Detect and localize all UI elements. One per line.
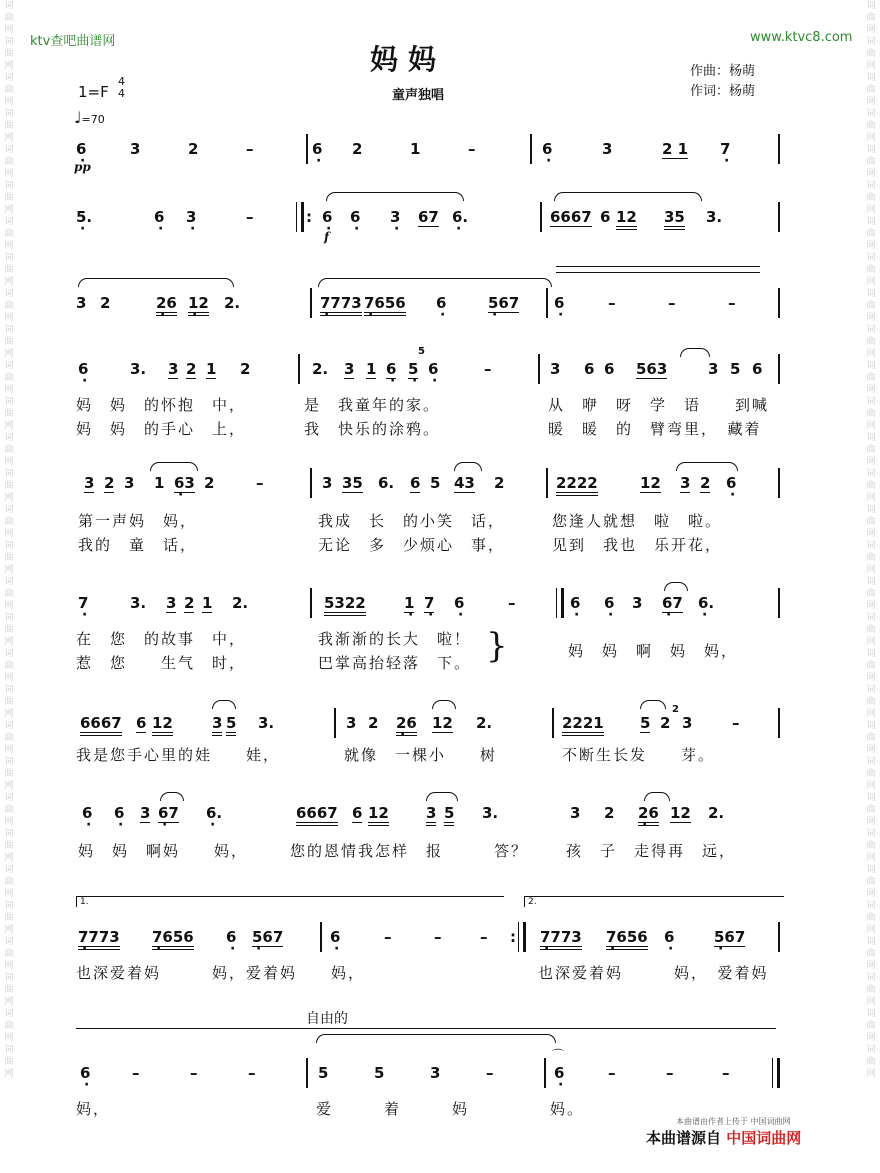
barline xyxy=(298,354,300,384)
note: 6 xyxy=(352,804,363,822)
barline xyxy=(778,922,780,952)
note: 3 · xyxy=(390,208,400,226)
note: 6 · xyxy=(542,140,552,158)
note-group: 7773 · xyxy=(78,928,120,950)
side-watermark-left: 词曲网词曲网词曲网词曲网词曲网词曲网词曲网词曲网词曲网词曲网词曲网词曲网词曲网词曲网词曲网词曲网词曲网词曲网词曲网词曲网词曲网词曲网词曲网词曲网词曲网词曲网词曲网词曲网词曲网词曲网 xyxy=(4,1,14,1079)
note-group: 26 · xyxy=(396,714,417,736)
note: 3 xyxy=(682,714,693,732)
score-line-9 xyxy=(0,928,880,952)
note: 6 · xyxy=(726,474,736,492)
note-group: 7773 · xyxy=(540,928,582,950)
lyric-phrase: 巴掌高抬轻落 下。 xyxy=(318,654,472,672)
note: 2 xyxy=(352,140,363,158)
lyric-phrase: 我是您手心里的娃 娃， xyxy=(76,746,281,764)
lyrics-verse-2 xyxy=(0,534,880,556)
note: 3. xyxy=(258,714,275,732)
barline xyxy=(778,588,780,618)
note-group: 67 · xyxy=(662,594,683,613)
note: 2 xyxy=(604,804,615,822)
note: 5 xyxy=(730,360,741,378)
note: 3 xyxy=(76,294,87,312)
barline xyxy=(778,708,780,738)
note: 1 xyxy=(366,360,377,378)
lyric-phrase: 也深爱着妈 妈，爱着妈 妈， xyxy=(76,964,366,982)
note: 2 xyxy=(188,140,199,158)
note: 7 · xyxy=(720,140,730,158)
barline xyxy=(538,354,540,384)
slur xyxy=(426,792,458,801)
note: 6. xyxy=(378,474,395,492)
lyric-phrase: 我成 长 的小笑 话， xyxy=(318,512,506,530)
slur xyxy=(316,1034,556,1043)
slur xyxy=(664,582,688,591)
barline xyxy=(540,202,542,232)
note: 5 xyxy=(374,1064,385,1082)
score-line-3 xyxy=(0,294,880,318)
lyrics-line-9 xyxy=(0,962,880,984)
note: 3 · xyxy=(186,208,196,226)
dash: – xyxy=(508,594,516,612)
dash: – xyxy=(384,928,392,946)
barline xyxy=(334,708,336,738)
note: 6 · xyxy=(570,594,580,612)
dynamic-f: f xyxy=(324,230,330,244)
note-group: 35 xyxy=(342,474,363,492)
lyric-phrase: 暖 暖 的 臂弯里， 藏着 xyxy=(548,420,762,438)
side-watermark-right: 词曲网词曲网词曲网词曲网词曲网词曲网词曲网词曲网词曲网词曲网词曲网词曲网词曲网词曲网词曲网词曲网词曲网词曲网词曲网词曲网词曲网词曲网词曲网词曲网词曲网词曲网词曲网词曲网词曲网词曲网 xyxy=(866,1,876,1079)
note-group: 567 · xyxy=(714,928,745,947)
source-strip: 本曲谱由作者上传于 中国词曲网 xyxy=(676,1117,791,1126)
note: 3. xyxy=(130,594,147,612)
barline xyxy=(552,708,554,738)
lyrics-refrain xyxy=(0,640,880,662)
volta-label: 2. xyxy=(528,897,537,907)
note-group: 12 xyxy=(640,474,661,492)
tempo-value: =70 xyxy=(81,113,105,126)
note: 6 · xyxy=(664,928,674,946)
score-line-10 xyxy=(0,1064,880,1088)
score-line-4 xyxy=(0,360,880,384)
source-label: 本曲谱源自 xyxy=(646,1129,722,1147)
note-group: 12 · xyxy=(188,294,209,316)
slur xyxy=(640,700,666,709)
dynamic-pp: pp xyxy=(74,160,91,174)
song-title: 妈妈 xyxy=(370,43,447,76)
barline xyxy=(778,354,780,384)
key-signature: 1=F xyxy=(78,83,109,101)
tempo-mark xyxy=(74,108,105,127)
score-line-7 xyxy=(0,714,880,738)
barline xyxy=(546,288,548,318)
tie xyxy=(680,348,710,357)
note-group: 12 xyxy=(152,714,173,736)
note: 2 xyxy=(660,714,671,732)
barline xyxy=(310,588,312,618)
note: 6 xyxy=(584,360,595,378)
barline xyxy=(546,468,548,498)
barline xyxy=(306,1058,308,1088)
note-group: 7656 · xyxy=(152,928,194,950)
note: 3 xyxy=(680,474,691,492)
note: 5 xyxy=(430,474,441,492)
note: 2 xyxy=(186,360,197,378)
dash: – xyxy=(722,1064,730,1082)
dash: – xyxy=(248,1064,256,1082)
note: 2 xyxy=(368,714,379,732)
note: 6 · xyxy=(114,804,124,822)
note: 6 xyxy=(600,208,611,226)
lyric-phrase: 我的 童 话， xyxy=(78,536,198,554)
barline xyxy=(778,202,780,232)
note-group: 63 · xyxy=(174,474,195,493)
staff-separator xyxy=(76,1028,776,1029)
note: 2 xyxy=(100,294,111,312)
note-group: 6667 xyxy=(80,714,122,736)
note: 1 xyxy=(202,594,213,612)
lyrics-verse-2 xyxy=(0,418,880,440)
note: 5 xyxy=(444,804,454,826)
note: 6 xyxy=(136,714,147,732)
note-group: 26 · xyxy=(638,804,659,826)
tempo-direction: 自由的 xyxy=(306,1011,348,1027)
slur xyxy=(554,192,702,201)
lyric-phrase: 孩 子 走得再 远， xyxy=(566,842,737,860)
composer-credit: 作曲：杨萌 xyxy=(690,64,756,79)
dash: – xyxy=(132,1064,140,1082)
note: 6 xyxy=(410,474,421,492)
repeat-dots: : xyxy=(510,928,516,946)
score-line-1 xyxy=(0,140,880,164)
note: 1 · xyxy=(404,594,414,613)
note: 3 xyxy=(166,594,177,612)
note-group: 43 xyxy=(454,474,475,492)
note-group: 7656 · xyxy=(364,294,406,316)
note: 2 xyxy=(240,360,251,378)
note: 6 · xyxy=(78,360,88,378)
note: 3 xyxy=(168,360,179,378)
note: 6 · xyxy=(350,208,360,226)
note: 3. xyxy=(482,804,499,822)
note-group: 2 1 xyxy=(662,140,689,158)
lyric-phrase: 是 我童年的家。 xyxy=(304,396,441,414)
note: 6. · xyxy=(452,208,468,226)
lyric-phrase: 我 快乐的涂鸦。 xyxy=(304,420,441,438)
note: 2 xyxy=(494,474,505,492)
lyrics-line-8 xyxy=(0,840,880,862)
lyric-phrase: 见到 我也 乐开花， xyxy=(552,536,723,554)
note-group: 26 · xyxy=(156,294,177,316)
quarter-note-icon: ♩ xyxy=(74,108,82,127)
note-group: 12 xyxy=(432,714,453,732)
note-group: 5322 xyxy=(324,594,366,616)
lyric-phrase: 妈 妈 的手心 上， xyxy=(76,420,247,438)
dash: – xyxy=(608,1064,616,1082)
note-group: 567 · xyxy=(488,294,519,313)
verse-brace: } xyxy=(486,626,508,666)
lyric-phrase: 爱 着 妈 xyxy=(316,1100,470,1118)
note-group: 6667 xyxy=(296,804,338,826)
note: 6 · xyxy=(154,208,164,226)
note: 3 xyxy=(84,474,95,492)
note: 5. · xyxy=(76,208,92,226)
note: 3 xyxy=(632,594,643,612)
note: 1 xyxy=(154,474,165,492)
note-group: 2222 xyxy=(556,474,598,496)
note: 3 xyxy=(550,360,561,378)
grace-note: 2 xyxy=(672,704,679,715)
note: 7 · xyxy=(424,594,434,613)
note: 6 · xyxy=(76,140,86,158)
note: 5 · xyxy=(408,360,418,379)
note: 3 xyxy=(708,360,719,378)
repeat-start-barline xyxy=(556,588,564,618)
lyrics-line-7 xyxy=(0,744,880,766)
fermata-icon: ⌒ xyxy=(552,1048,565,1062)
volta-label: 1. xyxy=(80,897,89,907)
time-signature xyxy=(118,76,125,100)
lyricist-credit: 作词：杨萌 xyxy=(690,84,756,99)
note: 6 · xyxy=(80,1064,90,1082)
note-group: 7773 · xyxy=(320,294,362,316)
note: 2 xyxy=(184,594,195,612)
note-group: 6667 xyxy=(550,208,592,226)
note: 3 xyxy=(212,714,222,736)
note: 5 xyxy=(226,714,236,736)
barline xyxy=(544,1058,546,1088)
dash: – xyxy=(246,140,254,158)
slur xyxy=(160,792,184,801)
lyric-phrase: 您逢人就想 啦 啦。 xyxy=(552,512,723,530)
volta-second-ending xyxy=(524,896,784,907)
note: 2. xyxy=(312,360,329,378)
barline xyxy=(778,468,780,498)
note: 3 xyxy=(344,360,355,378)
note: 1 xyxy=(410,140,421,158)
note: 7 · xyxy=(78,594,88,612)
dash: – xyxy=(668,294,676,312)
note-group: 2221 xyxy=(562,714,604,736)
slur xyxy=(78,278,234,287)
note: 3 xyxy=(570,804,581,822)
slur xyxy=(326,192,464,201)
score-line-8 xyxy=(0,804,880,828)
note: 6 · xyxy=(82,804,92,822)
dash: – xyxy=(434,928,442,946)
score-line-5 xyxy=(0,474,880,498)
lyric-phrase: 在 您 的故事 中， xyxy=(76,630,247,648)
decrescendo-line xyxy=(556,272,760,273)
lyric-phrase: 您的恩情我怎样 报 答？ xyxy=(290,842,529,860)
note: 6 · xyxy=(604,594,614,612)
repeat-end-barline xyxy=(518,922,526,952)
note-group: 7656 · xyxy=(606,928,648,950)
lyric-phrase: 从 咿 呀 学 语 到喊 xyxy=(548,396,770,414)
source-footer xyxy=(646,1127,801,1148)
note: 3 xyxy=(140,804,151,822)
volta-first-ending xyxy=(76,896,504,907)
score-line-2 xyxy=(0,208,880,232)
slur xyxy=(212,700,236,709)
note: 2. xyxy=(708,804,725,822)
repeat-start-barline xyxy=(296,202,304,232)
lyric-phrase: 无论 多 少烦心 事， xyxy=(318,536,506,554)
dash: – xyxy=(728,294,736,312)
note: 6 · xyxy=(436,294,446,312)
decrescendo-line xyxy=(556,266,760,267)
note-group: 563 xyxy=(636,360,668,378)
dash: – xyxy=(666,1064,674,1082)
barline xyxy=(310,468,312,498)
dash: – xyxy=(732,714,740,732)
note: 6. · xyxy=(206,804,222,822)
note: 3. xyxy=(706,208,723,226)
note: 6 · xyxy=(428,360,438,378)
note: 3. xyxy=(130,360,147,378)
note: 6 · xyxy=(322,208,332,226)
slur xyxy=(150,462,198,471)
barline xyxy=(310,288,312,318)
barline xyxy=(306,134,308,164)
note: 2. xyxy=(224,294,241,312)
lyric-phrase: 第一声妈 妈， xyxy=(78,512,198,530)
dash: – xyxy=(190,1064,198,1082)
watermark-right: www.ktvc8.com xyxy=(750,30,853,45)
slur xyxy=(432,700,456,709)
note: 6 · xyxy=(226,928,236,946)
note: 1 xyxy=(206,360,217,378)
note: 6 · xyxy=(312,140,322,158)
lyric-phrase: 妈 妈 啊妈 妈， xyxy=(78,842,249,860)
note: 3 xyxy=(346,714,357,732)
note: 3 xyxy=(426,804,436,826)
dash: – xyxy=(256,474,264,492)
dash: – xyxy=(486,1064,494,1082)
repeat-dots: : xyxy=(306,208,312,226)
note: 6. · xyxy=(698,594,714,612)
lyric-phrase: 妈 妈 啊 妈 妈， xyxy=(568,642,739,660)
note: 3 xyxy=(430,1064,441,1082)
meter-bottom: 4 xyxy=(118,87,125,100)
note: 2. xyxy=(232,594,249,612)
slur xyxy=(318,278,552,287)
note: 2 xyxy=(700,474,711,492)
note: 5 xyxy=(640,714,651,732)
note-group: 567 · xyxy=(252,928,283,947)
barline xyxy=(530,134,532,164)
note: 2 xyxy=(204,474,215,492)
lyric-phrase: 妈， xyxy=(76,1100,111,1118)
note: 2 xyxy=(104,474,115,492)
lyric-phrase: 也深爱着妈 妈， 爱着妈 xyxy=(538,964,769,982)
dash: – xyxy=(480,928,488,946)
lyrics-verse-1 xyxy=(0,510,880,532)
lyric-phrase: 妈 妈 的怀抱 中， xyxy=(76,396,247,414)
note: 2. xyxy=(476,714,493,732)
song-subtitle: 童声独唱 xyxy=(392,88,445,103)
note-group: 12 xyxy=(670,804,691,822)
note: 5 xyxy=(318,1064,329,1082)
lyric-phrase: 惹 您 生气 时， xyxy=(76,654,247,672)
barline xyxy=(778,288,780,318)
note: 6 · xyxy=(330,928,340,946)
dash: – xyxy=(484,360,492,378)
slur xyxy=(644,792,670,801)
meter-top: 4 xyxy=(118,75,125,88)
grace-note: 5 xyxy=(418,346,425,357)
lyric-phrase: 就像 一棵小 树 xyxy=(344,746,498,764)
slur xyxy=(454,462,482,471)
dash: – xyxy=(608,294,616,312)
lyric-phrase: 妈。 xyxy=(550,1100,585,1118)
note: 6 xyxy=(752,360,763,378)
note: 6 · xyxy=(554,1064,564,1082)
watermark-left: ktv查吧曲谱网 xyxy=(30,34,116,49)
note-group: 12 xyxy=(616,208,637,230)
note: 6 · xyxy=(454,594,464,612)
slur xyxy=(676,462,738,471)
note: 6 · xyxy=(554,294,564,312)
barline xyxy=(320,922,322,952)
note-group: 67 · xyxy=(158,804,179,823)
dash: – xyxy=(246,208,254,226)
lyric-phrase: 我渐渐的长大 啦！ xyxy=(318,630,472,648)
barline xyxy=(778,134,780,164)
note: 6 xyxy=(604,360,615,378)
score-line-6 xyxy=(0,594,880,618)
note-group: 67 xyxy=(418,208,439,226)
note: 3 xyxy=(124,474,135,492)
note: 3 xyxy=(322,474,333,492)
note-group: 12 xyxy=(368,804,389,826)
source-site-link[interactable]: 中国词曲网 xyxy=(726,1129,802,1147)
lyric-phrase: 不断生长发 芽。 xyxy=(562,746,716,764)
final-barline xyxy=(772,1058,780,1088)
note: 3 xyxy=(602,140,613,158)
note: 6 · xyxy=(386,360,396,379)
dash: – xyxy=(468,140,476,158)
note: 3 xyxy=(130,140,141,158)
lyrics-verse-1 xyxy=(0,394,880,416)
note-group: 35 xyxy=(664,208,685,230)
